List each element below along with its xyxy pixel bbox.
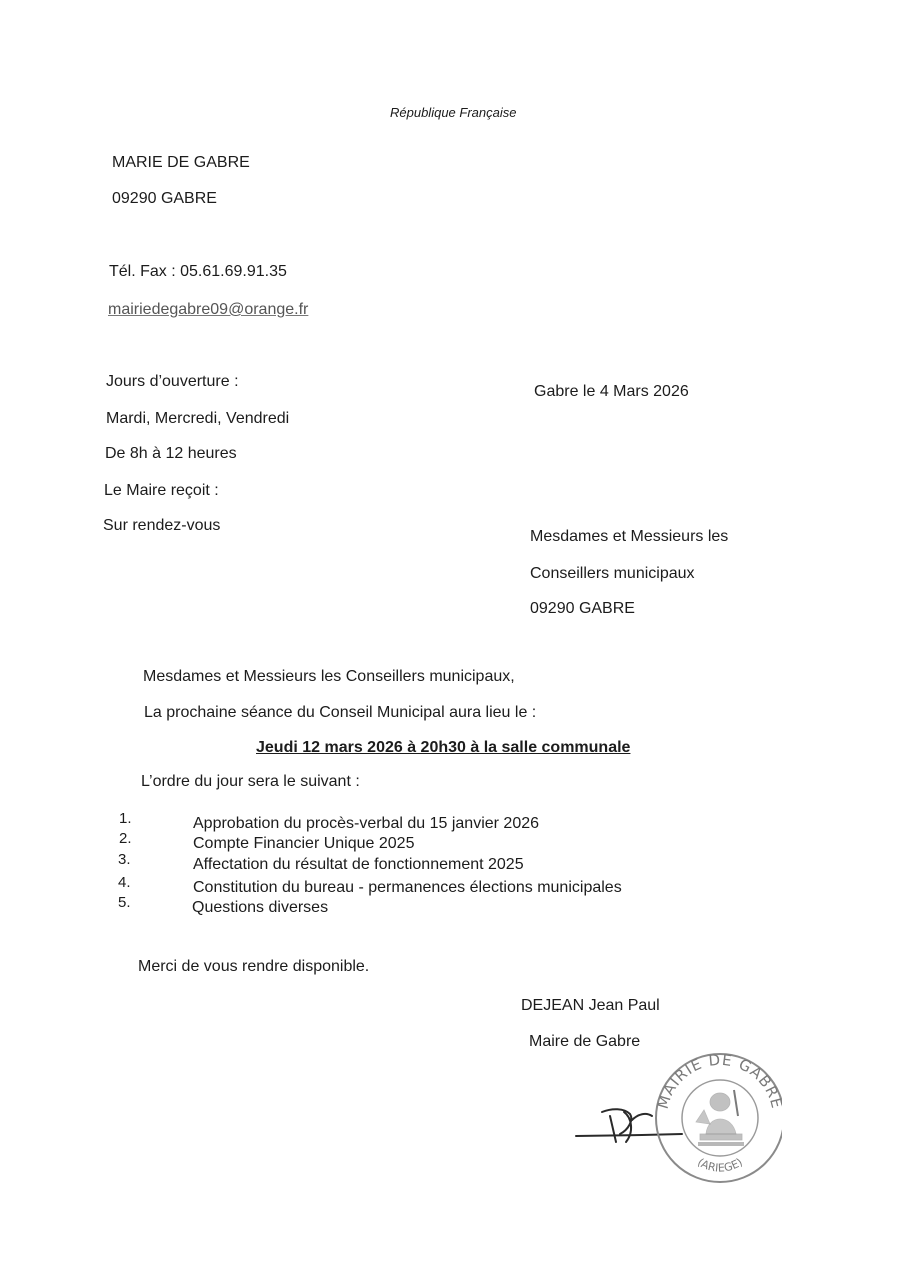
mayor-title: Le Maire reçoit : <box>104 482 219 499</box>
agenda-item: Approbation du procès-verbal du 15 janvier 2026 <box>193 815 540 832</box>
agenda-item: Affectation du résultat de fonctionnement 2025 <box>193 856 524 873</box>
agenda-item: Constitution du bureau - permanences élections municipales <box>193 879 622 896</box>
mairie-city: 09290 GABRE <box>112 190 217 207</box>
date-line: Gabre le 4 Mars 2026 <box>534 383 689 400</box>
agenda-number: 2. <box>119 830 132 847</box>
signature-and-stamp <box>572 1050 782 1190</box>
salutation: Mesdames et Messieurs les Conseillers municipaux, <box>143 668 515 685</box>
agenda-number: 5. <box>118 894 131 911</box>
recipient-line-1: Mesdames et Messieurs les <box>530 528 729 545</box>
stamp-seal <box>654 1051 782 1182</box>
agenda-number: 3. <box>118 851 131 868</box>
hours-title: Jours d’ouverture : <box>106 373 239 390</box>
closing: Merci de vous rendre disponible. <box>138 958 370 975</box>
recipient-line-2: Conseillers municipaux <box>530 565 695 582</box>
republic-heading: République Française <box>390 105 517 120</box>
signatory-name: DEJEAN Jean Paul <box>521 997 660 1014</box>
official-stamp <box>572 1050 782 1190</box>
hours-days: Mardi, Mercredi, Vendredi <box>106 410 290 427</box>
mayor-note: Sur rendez-vous <box>103 517 221 534</box>
agenda-item: Questions diverses <box>192 899 329 916</box>
phone-fax: Tél. Fax : 05.61.69.91.35 <box>109 263 287 280</box>
recipient-line-3: 09290 GABRE <box>530 600 635 617</box>
svg-text:MAIRIE DE GABRE: MAIRIE DE GABR <box>653 1050 782 1111</box>
handwritten-signature <box>576 1109 682 1142</box>
agenda-item: Compte Financier Unique 2025 <box>193 835 415 852</box>
email-link[interactable]: mairiedegabre09@orange.fr <box>108 301 309 318</box>
hours-time: De 8h à 12 heures <box>105 445 237 462</box>
mairie-name: MARIE DE GABRE <box>112 154 250 171</box>
agenda-number: 4. <box>118 874 131 891</box>
intro: La prochaine séance du Conseil Municipal aura lieu le : <box>144 704 537 721</box>
svg-text:(ARIEGE): (ARIEGE) <box>695 1155 745 1175</box>
meeting-details: Jeudi 12 mars 2026 à 20h30 à la salle communale <box>256 739 631 756</box>
signatory-role: Maire de Gabre <box>529 1033 641 1050</box>
agenda-intro: L’ordre du jour sera le suivant : <box>141 773 360 790</box>
agenda-number: 1. <box>119 810 132 827</box>
